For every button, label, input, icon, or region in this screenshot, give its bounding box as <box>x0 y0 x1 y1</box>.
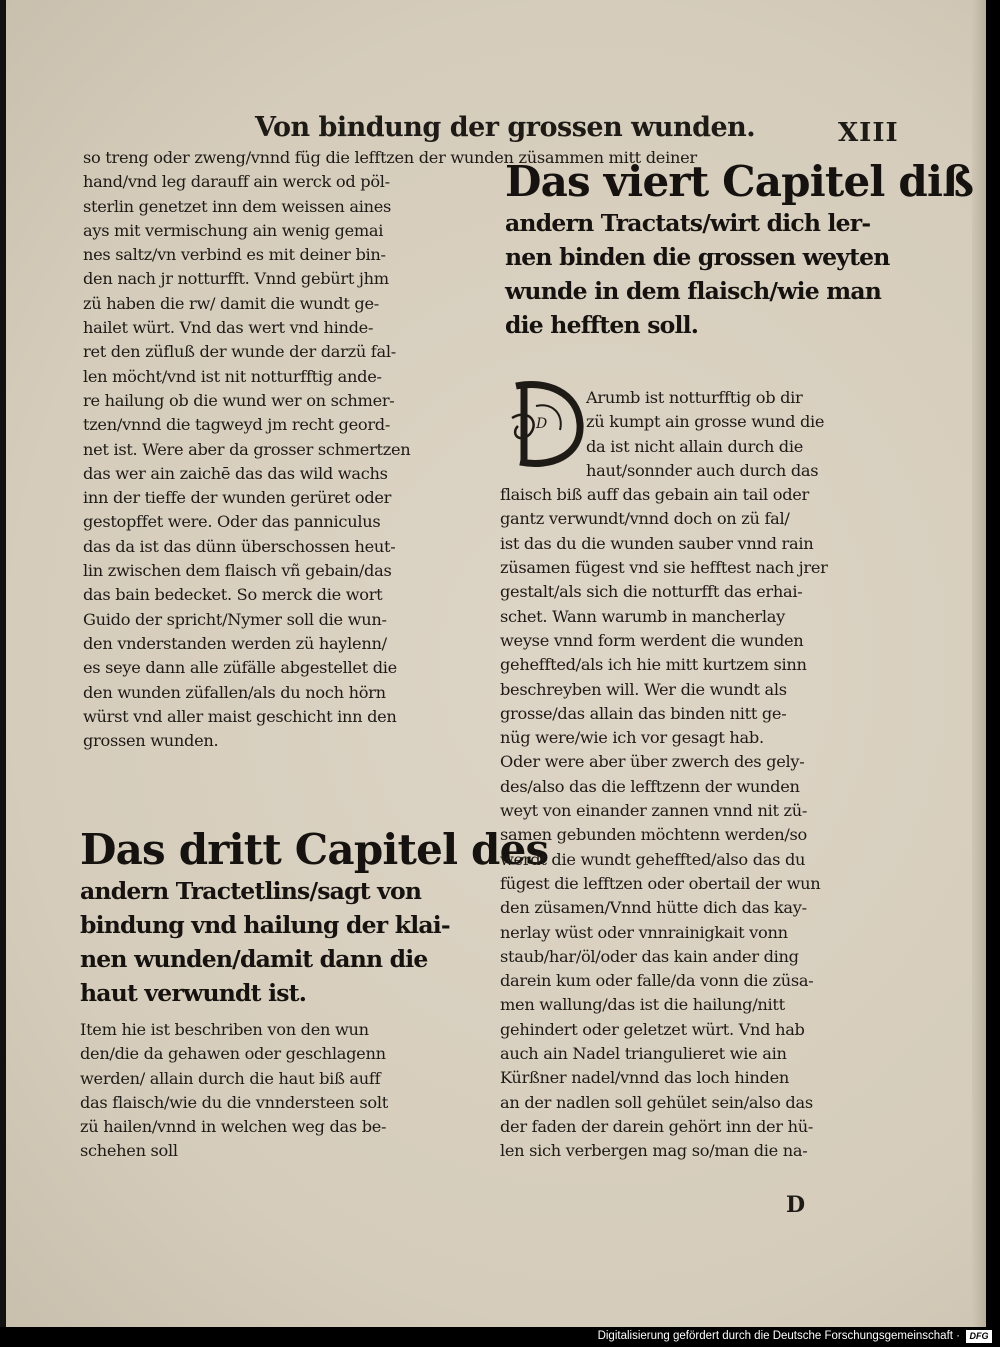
chapter-three-body <box>80 1018 470 1164</box>
folio-number: XIII <box>838 118 899 148</box>
text-line: andern Tractats/wirt dich ler- <box>505 209 871 237</box>
text-line: len sich verbergen mag so/man die na- <box>500 1141 808 1161</box>
text-line: tzen/vnnd die tagweyd jm recht geord- <box>83 415 390 435</box>
dfg-logo: DFG <box>966 1330 992 1343</box>
text-line: es seye dann alle züfälle abgestellet die <box>83 658 397 678</box>
text-line: haut/sonnder auch durch das <box>586 460 819 480</box>
text-line: ist das du die wunden sauber vnnd rain <box>500 533 814 553</box>
text-line: Arumb ist notturfftig ob dir <box>586 388 803 407</box>
footer-bar <box>0 1327 1000 1347</box>
text-line: geheffted/als ich hie mitt kurtzem sinn <box>500 655 807 675</box>
text-line: weyt von einander zannen vnnd nit zü- <box>500 801 808 821</box>
chapter-three-heading-first: Das dritt Capitel des <box>80 825 549 874</box>
text-line: zü kumpt ain grosse wund die <box>586 412 825 432</box>
catchword: D <box>786 1192 806 1218</box>
text-line: andern Tractetlins/sagt von <box>80 877 422 905</box>
text-line: gantz verwundt/vnnd doch on zü fal/ <box>500 509 790 529</box>
text-line: nes saltz/vn verbind es mit deiner bin- <box>83 245 386 265</box>
initial-letter: D <box>536 416 548 432</box>
chapter-four-heading-first: Das viert Capitel diß <box>505 157 974 206</box>
text-line: gestalt/als sich die notturfft das erhai- <box>500 582 803 602</box>
text-line: hailet würt. Vnd das wert vnd hinde- <box>83 318 374 338</box>
text-line: gestopffet were. Oder das panniculus <box>83 512 381 532</box>
funding-credit: Digitalisierung gefördert durch die Deutsche Forschungsgemeinschaft · <box>597 1330 960 1342</box>
text-line: das wer ain zaichē das das wild wachs <box>83 463 388 483</box>
text-line: zü haben die rw/ damit die wundt ge- <box>83 293 379 313</box>
text-line: haut verwundt ist. <box>80 979 307 1007</box>
text-line: so treng oder zweng/vnnd füg die lefftzen der wunden züsammen mitt deiner <box>83 148 697 167</box>
text-line: das bain bedecket. So merck die wort <box>83 585 383 605</box>
text-line: Item hie ist beschriben von den wun <box>80 1020 369 1039</box>
text-line: ret den züfluß der wunde der darzü fal- <box>83 342 396 362</box>
text-line: len möcht/vnd ist nit notturfftig ande- <box>83 366 382 386</box>
text-line: würst vnd aller maist geschicht inn den <box>83 706 397 726</box>
text-line: grosse/das allain das binden nitt ge- <box>500 703 787 723</box>
text-line: re hailung ob die wund wer on schmer- <box>83 390 395 410</box>
text-line: des/also das die lefftzenn der wunden <box>500 776 800 796</box>
text-line: den züsamen/Vnnd hütte dich das kay- <box>500 898 807 918</box>
text-line: nen binden die grossen weyten <box>505 243 890 271</box>
text-line: grossen wunden. <box>83 731 219 751</box>
text-line: hand/vnd leg darauff ain werck od pöl- <box>83 172 390 192</box>
text-line: gehindert oder geletzet würt. Vnd hab <box>500 1019 805 1039</box>
text-line: flaisch biß auff das gebain ain tail oder <box>500 485 809 505</box>
text-line: darein kum oder falle/da vonn die züsa- <box>500 971 814 991</box>
text-line: bindung vnd hailung der klai- <box>80 911 450 939</box>
text-line: das flaisch/wie du die vnndersteen solt <box>80 1092 388 1112</box>
text-line: net ist. Were aber da grosser schmertzen <box>83 439 411 459</box>
text-line: werdt die wundt geheffted/also das du <box>500 849 806 869</box>
text-line: nen wunden/damit dann die <box>80 945 428 973</box>
text-line: nüg were/wie ich vor gesagt hab. <box>500 728 764 748</box>
text-line: wunde in dem flaisch/wie man <box>505 277 882 305</box>
text-line: schehen soll <box>80 1141 178 1161</box>
chapter-four-body <box>500 386 885 1164</box>
text-line: zü hailen/vnnd in welchen weg das be- <box>80 1117 387 1137</box>
text-line: der faden der darein gehört inn der hü- <box>500 1116 814 1136</box>
page-edge <box>972 0 986 1327</box>
text-line: weyse vnnd form werdent die wunden <box>500 630 804 650</box>
text-line: nerlay wüst oder vnnrainigkait vonn <box>500 922 788 942</box>
text-line: lin zwischen dem flaisch vñ gebain/das <box>83 561 392 581</box>
chapter-four-heading <box>505 158 973 342</box>
text-line: fügest die lefftzen oder obertail der wun <box>500 873 821 893</box>
text-line: den/die da gehawen oder geschlagenn <box>80 1044 386 1064</box>
text-line: da ist nicht allain durch die <box>586 436 804 456</box>
text-line: werden/ allain durch die haut biß auff <box>80 1068 381 1088</box>
text-line: Kürßner nadel/vnnd das loch hinden <box>500 1068 789 1088</box>
text-line: samen gebunden möchtenn werden/so <box>500 825 807 845</box>
text-line: staub/har/öl/oder das kain ander ding <box>500 946 799 966</box>
text-line: das da ist das dünn überschossen heut- <box>83 536 396 556</box>
text-line: schet. Wann warumb in mancherlay <box>500 606 785 626</box>
text-line: ays mit vermischung ain wenig gemai <box>83 220 384 240</box>
text-line: auch ain Nadel triangulieret wie ain <box>500 1044 787 1064</box>
text-line: beschreyben will. Wer die wundt als <box>500 679 787 699</box>
chapter-three-heading <box>80 826 548 1010</box>
running-title: Von bindung der grossen wunden. <box>255 112 756 143</box>
text-line: an der nadlen soll gehület sein/also das <box>500 1092 813 1112</box>
text-line: den vnderstanden werden zü haylenn/ <box>83 633 387 653</box>
text-line: inn der tieffe der wunden gerüret oder <box>83 488 392 508</box>
text-line: die hefften soll. <box>505 311 699 339</box>
text-line: men wallung/das ist die hailung/nitt <box>500 995 785 1015</box>
text-line: Guido der spricht/Nymer soll die wun- <box>83 609 387 629</box>
text-line: züsamen fügest vnd sie hefftest nach jrer <box>500 558 828 578</box>
text-line: sterlin genetzet inn dem weissen aines <box>83 196 391 216</box>
text-line: Oder were aber über zwerch des gely- <box>500 752 805 772</box>
text-line: den wunden züfallen/als du noch hörn <box>83 682 386 702</box>
text-line: den nach jr notturfft. Vnnd gebürt jhm <box>83 269 389 289</box>
